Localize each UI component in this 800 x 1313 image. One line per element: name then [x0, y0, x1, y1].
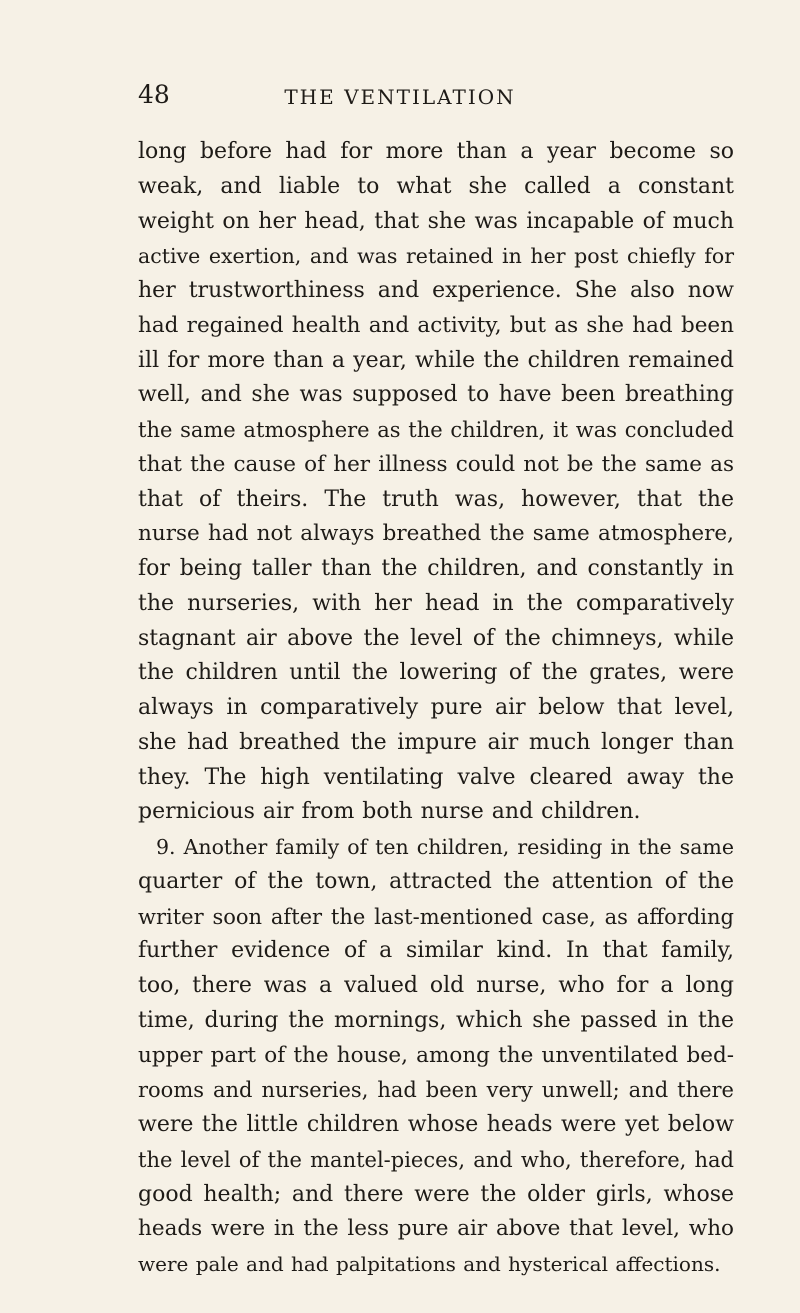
text-line: active exertion, and was retained in her post chiefly for — [138, 244, 734, 269]
text-line: always in comparatively pure air below that level, — [138, 695, 734, 720]
text-line: were the little children whose heads were yet below — [138, 1112, 734, 1137]
text-line: that of theirs. The truth was, however, that the — [138, 486, 734, 512]
text-line: stagnant air above the level of the chimneys, while — [138, 625, 734, 651]
text-line: had regained health and activity, but as she had been — [138, 312, 734, 338]
text-line: she had breathed the impure air much longer than — [138, 729, 734, 755]
text-line: good health; and there were the older girls, whose — [138, 1181, 734, 1207]
page-number: 48 — [138, 80, 170, 109]
text-line: rooms and nurseries, had been very unwell; and there — [138, 1078, 734, 1103]
text-line: were pale and had palpitations and hysterical affections. — [138, 1252, 721, 1276]
paragraph-start-line: 9. Another family of ten children, residing in the same — [156, 835, 734, 859]
text-line: too, there was a valued old nurse, who for a long — [138, 973, 734, 998]
text-line: weak, and liable to what she called a constant — [138, 173, 734, 199]
text-line: for being taller than the children, and constantly in — [138, 556, 734, 581]
text-line: quarter of the town, attracted the attention of the — [138, 868, 734, 894]
text-line: heads were in the less pure air above that level, who — [138, 1216, 734, 1242]
text-line: writer soon after the last-mentioned case, as affording — [138, 904, 734, 929]
text-line: time, during the mornings, which she passed in the — [138, 1007, 734, 1033]
running-title: THE VENTILATION — [284, 85, 516, 109]
text-line: long before had for more than a year become so — [138, 139, 734, 164]
text-line: that the cause of her illness could not be the same as — [138, 451, 734, 477]
text-line: ill for more than a year, while the children remained — [138, 347, 734, 373]
text-line: pernicious air from both nurse and children. — [138, 799, 641, 825]
text-line: upper part of the house, among the unventilated bed- — [138, 1042, 734, 1068]
body-text — [138, 135, 734, 1282]
text-line: the same atmosphere as the children, it was concluded — [138, 418, 734, 442]
text-line: the level of the mantel-pieces, and who, therefore, had — [138, 1147, 734, 1172]
text-line: well, and she was supposed to have been breathing — [138, 382, 734, 408]
text-line: the children until the lowering of the grates, were — [138, 660, 734, 686]
page-header — [0, 80, 800, 120]
text-line: they. The high ventilating valve cleared away the — [138, 764, 734, 790]
text-line: further evidence of a similar kind. In that family, — [138, 938, 734, 964]
text-line: nurse had not always breathed the same atmosphere, — [138, 521, 734, 547]
text-line: the nurseries, with her head in the comparatively — [138, 590, 734, 616]
text-line: her trustworthiness and experience. She also now — [138, 278, 734, 303]
text-line: weight on her head, that she was incapable of much — [138, 208, 734, 234]
